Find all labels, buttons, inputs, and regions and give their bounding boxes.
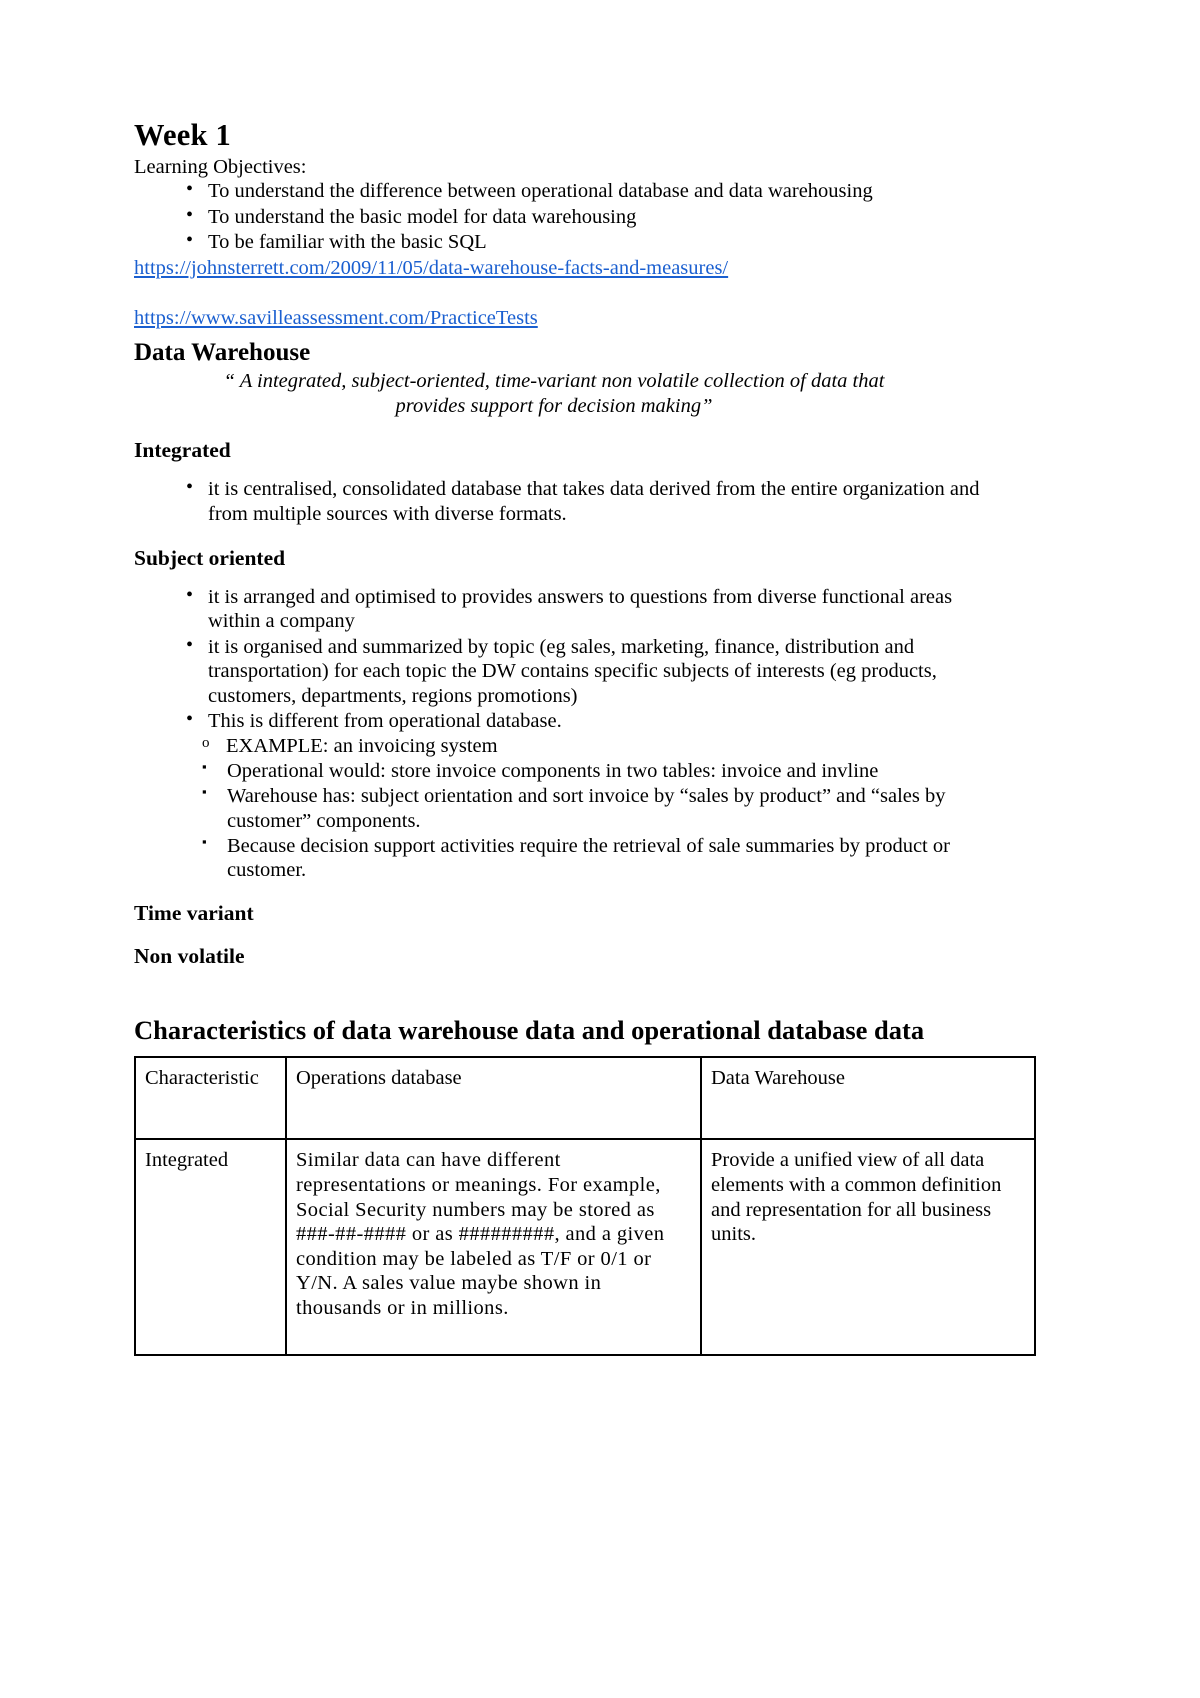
link-spacer — [134, 280, 994, 306]
integrated-list — [134, 477, 994, 526]
heading-subject-oriented: Subject oriented — [134, 546, 286, 571]
list-item — [186, 205, 994, 229]
table-cell-data-warehouse: Provide a unified view of all data elements with a common definition and representation for all business units. — [701, 1139, 1035, 1355]
example-list — [134, 734, 994, 758]
objective-text: To understand the difference between operational database and data warehousing — [208, 180, 873, 203]
list-item — [186, 179, 994, 203]
example-label: EXAMPLE: an invoicing system — [226, 735, 498, 758]
objective-text: To be familiar with the basic SQL — [208, 231, 487, 254]
list-item — [186, 477, 994, 526]
table-header-data-warehouse: Data Warehouse — [701, 1057, 1035, 1139]
table-header-row — [135, 1057, 1035, 1139]
table-row — [135, 1139, 1035, 1355]
list-item — [186, 709, 994, 733]
subject-oriented-list — [134, 585, 994, 733]
link-row-johnsterrett — [134, 256, 994, 281]
example-detail-list — [134, 759, 994, 883]
link-savilleassessment[interactable]: https://www.savilleassessment.com/PracticeTests — [134, 307, 538, 330]
list-item — [202, 759, 994, 783]
document-content — [134, 118, 1002, 1356]
table-header-operations-database: Operations database — [286, 1057, 701, 1139]
learning-objectives-label: Learning Objectives: — [134, 156, 307, 179]
example-detail-text: Warehouse has: subject orientation and sort invoice by “sales by product” and “sales by customer” components. — [227, 785, 946, 832]
heading-non-volatile: Non volatile — [134, 943, 245, 968]
integrated-bullet-text: it is centralised, consolidated database that takes data derived from the entire organization and from multiple sources with diverse formats. — [208, 478, 980, 525]
data-warehouse-definition-quote — [134, 369, 974, 418]
subject-bullet-text: it is arranged and optimised to provides answers to questions from diverse functional areas within a company — [208, 586, 953, 633]
table-header-characteristic: Characteristic — [135, 1057, 286, 1139]
example-detail-text: Because decision support activities require the retrieval of sale summaries by product or customer. — [227, 834, 950, 882]
example-detail-text: Operational would: store invoice components in two tables: invoice and invline — [227, 759, 879, 782]
list-item — [186, 230, 994, 254]
characteristics-table — [134, 1056, 1036, 1356]
quote-line-2: provides support for decision making” — [395, 394, 713, 417]
list-item — [186, 585, 994, 634]
list-item — [186, 635, 994, 708]
list-item — [202, 834, 994, 883]
list-item — [202, 734, 994, 758]
learning-objectives-list — [134, 179, 994, 254]
table-cell-operations-database: Similar data can have different representations or meanings. For example, Social Security numbers may be stored as ###-##-#### or as #########, and a given condition may be labeled as T/F or 0/1 or Y/N. A sales value maybe shown in thousands or in millions. — [286, 1139, 701, 1355]
subject-bullet-text: it is organised and summarized by topic (eg sales, marketing, finance, distribution and transportation) for each topic the DW contains specific subjects of interests (eg products, customers, departments, regions promotions) — [208, 635, 937, 707]
quote-line-1: “ A integrated, subject-oriented, time-variant non volatile collection of data that — [223, 370, 885, 393]
subject-bullet-text: This is different from operational database. — [208, 710, 562, 732]
table-cell-characteristic: Integrated — [135, 1139, 286, 1355]
objective-text: To understand the basic model for data warehousing — [208, 205, 637, 228]
list-item — [202, 784, 994, 833]
heading-time-variant: Time variant — [134, 900, 254, 925]
heading-characteristics: Characteristics of data warehouse data and operational database data — [134, 1014, 925, 1045]
link-johnsterrett[interactable]: https://johnsterrett.com/2009/11/05/data-warehouse-facts-and-measures/ — [134, 256, 729, 279]
link-row-savilleassessment — [134, 306, 994, 331]
page-title: Week 1 — [134, 118, 231, 152]
heading-integrated: Integrated — [134, 438, 231, 463]
heading-data-warehouse: Data Warehouse — [134, 338, 311, 366]
